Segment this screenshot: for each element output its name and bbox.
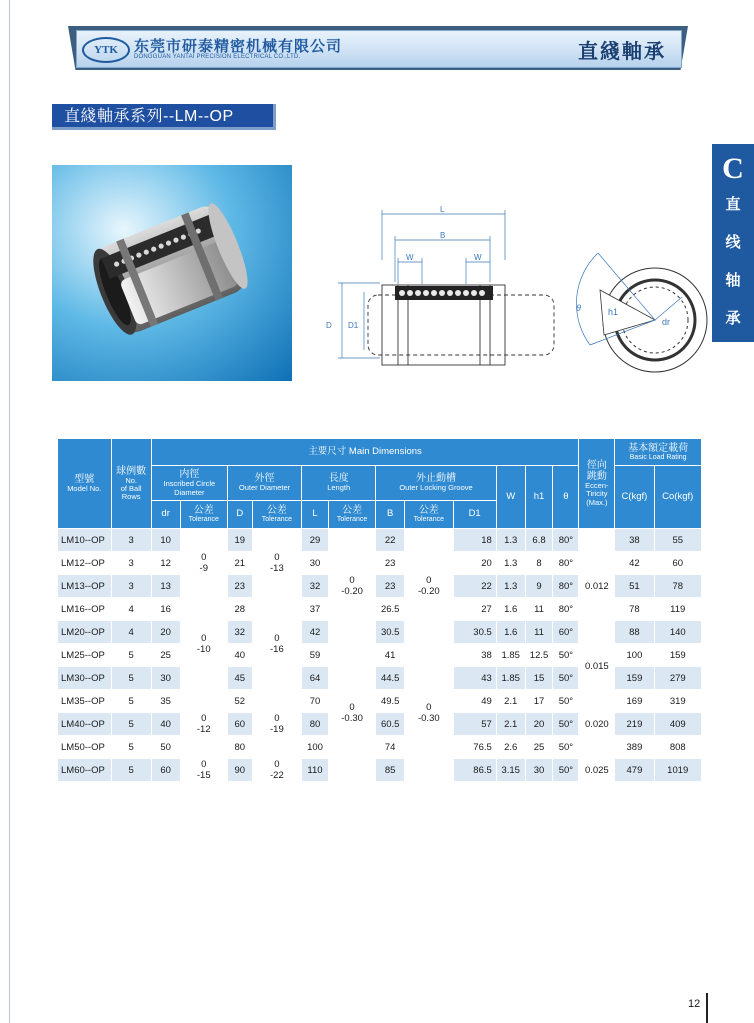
cell-h1: 12.5 — [525, 644, 553, 667]
cell-dr: 35 — [151, 690, 180, 713]
cell-co: 1019 — [654, 759, 702, 782]
dim-label: D — [326, 321, 332, 330]
header-w: W — [496, 466, 525, 529]
page-border-line — [9, 0, 10, 1023]
cell-d: 52 — [227, 690, 252, 713]
cell-l: 100 — [302, 736, 329, 759]
cell-theta: 80° — [553, 598, 579, 621]
cell-h1: 30 — [525, 759, 553, 782]
cell-d1: 49 — [453, 690, 496, 713]
cell-co: 279 — [654, 667, 702, 690]
cell-model: LM50--OP — [58, 736, 112, 759]
page-number-bar — [706, 993, 708, 1023]
cell-model: LM13--OP — [58, 575, 112, 598]
dim-label: W — [474, 253, 482, 262]
cell-l: 70 — [302, 690, 329, 713]
cell-balls: 3 — [111, 552, 151, 575]
header-tolerance: 公差 Tolerance — [405, 501, 453, 529]
cell-c: 389 — [615, 736, 654, 759]
cell-d1: 38 — [453, 644, 496, 667]
dim-label: dr — [662, 317, 671, 327]
cell-co: 55 — [654, 529, 702, 552]
cell-w: 1.85 — [496, 644, 525, 667]
cell-b: 23 — [376, 575, 405, 598]
side-tab-char: 承 — [725, 310, 741, 327]
cell-theta: 50° — [553, 759, 579, 782]
cell-h1: 6.8 — [525, 529, 553, 552]
cell-balls: 3 — [111, 529, 151, 552]
dim-label: D1 — [348, 321, 359, 330]
cell-dr: 12 — [151, 552, 180, 575]
header-theta: θ — [553, 466, 579, 529]
side-tab — [712, 144, 754, 342]
cell-co: 60 — [654, 552, 702, 575]
spec-table — [57, 438, 702, 782]
header-h1: h1 — [525, 466, 553, 529]
cell-model: LM35--OP — [58, 690, 112, 713]
page-number: 12 — [688, 998, 701, 1010]
cell-b: 74 — [376, 736, 405, 759]
cell-d1: 27 — [453, 598, 496, 621]
cell-theta: 80° — [553, 552, 579, 575]
cell-c: 51 — [615, 575, 654, 598]
header-outer: 外徑 Outer Diameter — [227, 466, 301, 501]
cell-c: 159 — [615, 667, 654, 690]
cell-w: 1.6 — [496, 598, 525, 621]
cell-d: 32 — [227, 621, 252, 644]
dim-label: θ — [576, 303, 581, 313]
header-d: D — [227, 501, 252, 529]
cell-d: 40 — [227, 644, 252, 667]
dim-label: W — [406, 253, 414, 262]
cell-model: LM30--OP — [58, 667, 112, 690]
cell-balls: 3 — [111, 575, 151, 598]
dim-label: B — [440, 231, 446, 240]
cell-l: 110 — [302, 759, 329, 782]
cell-balls: 5 — [111, 759, 151, 782]
cell-tol-d: 0 -19 — [252, 690, 301, 759]
header-groove: 外止動槽 Outer Locking Groove — [376, 466, 497, 501]
header-b: B — [376, 501, 405, 529]
cell-theta: 80° — [553, 529, 579, 552]
cell-model: LM16--OP — [58, 598, 112, 621]
cell-dr: 30 — [151, 667, 180, 690]
cell-tol-l: 0 -0.30 — [328, 644, 375, 782]
cell-tol-dr: 0 -12 — [180, 690, 227, 759]
dim-label: L — [440, 205, 445, 214]
cell-w: 2.1 — [496, 690, 525, 713]
cell-tol-l: 0 -0.20 — [328, 529, 375, 644]
header-co: Co(kgf) — [654, 466, 702, 529]
cell-co: 140 — [654, 621, 702, 644]
cell-tol-dr: 0 -10 — [180, 598, 227, 690]
cell-l: 80 — [302, 713, 329, 736]
cell-model: LM10--OP — [58, 529, 112, 552]
cell-theta: 50° — [553, 713, 579, 736]
cell-c: 100 — [615, 644, 654, 667]
header-balls: 球例數 No. of Ball Rows — [111, 439, 151, 529]
cell-theta: 50° — [553, 644, 579, 667]
cell-model: LM40--OP — [58, 713, 112, 736]
company-name-cn: 东莞市研泰精密机械有限公司 — [134, 37, 343, 55]
cell-model: LM12--OP — [58, 552, 112, 575]
cell-b: 60.5 — [376, 713, 405, 736]
cell-h1: 20 — [525, 713, 553, 736]
cell-d: 23 — [227, 575, 252, 598]
cell-b: 30.5 — [376, 621, 405, 644]
header-main-dimensions: 主要尺寸 Main Dimensions — [151, 439, 579, 466]
cell-eccentricity: 0.020 — [579, 690, 615, 759]
cell-c: 78 — [615, 598, 654, 621]
cell-model: LM25--OP — [58, 644, 112, 667]
side-view-drawing — [320, 200, 560, 380]
cell-d1: 43 — [453, 667, 496, 690]
cell-c: 42 — [615, 552, 654, 575]
cell-d: 90 — [227, 759, 252, 782]
cell-l: 59 — [302, 644, 329, 667]
cell-h1: 11 — [525, 621, 553, 644]
cell-theta: 60° — [553, 621, 579, 644]
cell-c: 219 — [615, 713, 654, 736]
header-inner: 内徑 Inscribed Circle Diameter — [151, 466, 227, 501]
cell-w: 2.1 — [496, 713, 525, 736]
cell-tol-b: 0 -0.20 — [405, 529, 453, 644]
cell-d: 80 — [227, 736, 252, 759]
header-l: L — [302, 501, 329, 529]
header-length: 長度 Length — [302, 466, 376, 501]
cell-c: 169 — [615, 690, 654, 713]
cell-theta: 50° — [553, 667, 579, 690]
company-logo: YTK — [82, 37, 130, 63]
cell-l: 64 — [302, 667, 329, 690]
cell-w: 1.3 — [496, 552, 525, 575]
cell-d1: 20 — [453, 552, 496, 575]
cell-d1: 86.5 — [453, 759, 496, 782]
header-dr: dr — [151, 501, 180, 529]
cell-balls: 4 — [111, 598, 151, 621]
side-tab-char: 轴 — [725, 272, 741, 289]
cell-balls: 5 — [111, 736, 151, 759]
cell-h1: 8 — [525, 552, 553, 575]
cell-w: 1.85 — [496, 667, 525, 690]
cell-tol-d: 0 -22 — [252, 759, 301, 782]
cell-dr: 20 — [151, 621, 180, 644]
cell-tol-d: 0 -13 — [252, 529, 301, 598]
cell-eccentricity: 0.015 — [579, 644, 615, 690]
cell-co: 78 — [654, 575, 702, 598]
cell-h1: 11 — [525, 598, 553, 621]
table-row — [58, 529, 702, 552]
header-c: C(kgf) — [615, 466, 654, 529]
cell-d1: 30.5 — [453, 621, 496, 644]
cell-l: 32 — [302, 575, 329, 598]
cell-dr: 13 — [151, 575, 180, 598]
side-tab-letter: C — [722, 152, 744, 185]
cell-co: 319 — [654, 690, 702, 713]
cell-w: 2.6 — [496, 736, 525, 759]
cell-tol-dr: 0 -9 — [180, 529, 227, 598]
cell-c: 38 — [615, 529, 654, 552]
header-d1: D1 — [453, 501, 496, 529]
dim-label: h1 — [608, 307, 619, 317]
cell-theta: 50° — [553, 690, 579, 713]
cell-d: 19 — [227, 529, 252, 552]
header-title: 直綫軸承 — [578, 41, 666, 63]
cell-c: 479 — [615, 759, 654, 782]
cell-l: 29 — [302, 529, 329, 552]
table-row — [58, 690, 702, 713]
cell-eccentricity: 0.025 — [579, 759, 615, 782]
cell-w: 3.15 — [496, 759, 525, 782]
cell-h1: 17 — [525, 690, 553, 713]
cell-h1: 25 — [525, 736, 553, 759]
cell-co: 119 — [654, 598, 702, 621]
header-tolerance: 公差 Tolerance — [252, 501, 301, 529]
header-model: 型號 Model No. — [58, 439, 112, 529]
cell-dr: 60 — [151, 759, 180, 782]
header-banner — [68, 26, 688, 70]
header-tolerance: 公差 Tolerance — [180, 501, 227, 529]
cell-d1: 57 — [453, 713, 496, 736]
header-tolerance: 公差 Tolerance — [328, 501, 375, 529]
cell-b: 85 — [376, 759, 405, 782]
cell-dr: 10 — [151, 529, 180, 552]
cell-d: 28 — [227, 598, 252, 621]
header-eccentricity: 徑向 跳動 Eccen- Tiricity (Max.) — [579, 439, 615, 529]
cell-dr: 16 — [151, 598, 180, 621]
cell-d: 21 — [227, 552, 252, 575]
end-view-drawing — [560, 235, 710, 385]
cell-balls: 5 — [111, 644, 151, 667]
cell-co: 409 — [654, 713, 702, 736]
product-photo — [52, 165, 292, 381]
cell-balls: 5 — [111, 667, 151, 690]
cell-b: 23 — [376, 552, 405, 575]
cell-co: 808 — [654, 736, 702, 759]
side-tab-char: 直 — [725, 196, 741, 213]
cell-b: 26.5 — [376, 598, 405, 621]
cell-tol-b: 0 -0.30 — [405, 644, 453, 782]
company-name-en: DONGGUAN YANTAI PRECISION ELECTRICAL CO.,LTD. — [134, 54, 301, 60]
cell-d1: 76.5 — [453, 736, 496, 759]
cell-h1: 15 — [525, 667, 553, 690]
cell-dr: 40 — [151, 713, 180, 736]
cell-eccentricity: 0.012 — [579, 529, 615, 644]
cell-b: 41 — [376, 644, 405, 667]
cell-dr: 50 — [151, 736, 180, 759]
cell-balls: 4 — [111, 621, 151, 644]
cell-w: 1.6 — [496, 621, 525, 644]
cell-dr: 25 — [151, 644, 180, 667]
cell-model: LM60--OP — [58, 759, 112, 782]
cell-l: 42 — [302, 621, 329, 644]
cell-b: 44.5 — [376, 667, 405, 690]
cell-theta: 50° — [553, 736, 579, 759]
cell-w: 1.3 — [496, 529, 525, 552]
table-row — [58, 759, 702, 782]
side-tab-char: 线 — [725, 234, 741, 251]
cell-balls: 5 — [111, 690, 151, 713]
section-title: 直綫軸承系列--LM--OP — [52, 104, 276, 130]
cell-w: 1.3 — [496, 575, 525, 598]
cell-tol-d: 0 -16 — [252, 598, 301, 690]
cell-l: 37 — [302, 598, 329, 621]
cell-d: 60 — [227, 713, 252, 736]
cell-co: 159 — [654, 644, 702, 667]
cell-b: 22 — [376, 529, 405, 552]
cell-h1: 9 — [525, 575, 553, 598]
header-load-rating: 基本額定載荷 Basic Load Rating — [615, 439, 702, 466]
cell-d: 45 — [227, 667, 252, 690]
cell-c: 88 — [615, 621, 654, 644]
cell-theta: 80° — [553, 575, 579, 598]
cell-model: LM20--OP — [58, 621, 112, 644]
cell-l: 30 — [302, 552, 329, 575]
cell-b: 49.5 — [376, 690, 405, 713]
cell-d1: 18 — [453, 529, 496, 552]
cell-d1: 22 — [453, 575, 496, 598]
cell-balls: 5 — [111, 713, 151, 736]
cell-tol-dr: 0 -15 — [180, 759, 227, 782]
table-row — [58, 644, 702, 667]
